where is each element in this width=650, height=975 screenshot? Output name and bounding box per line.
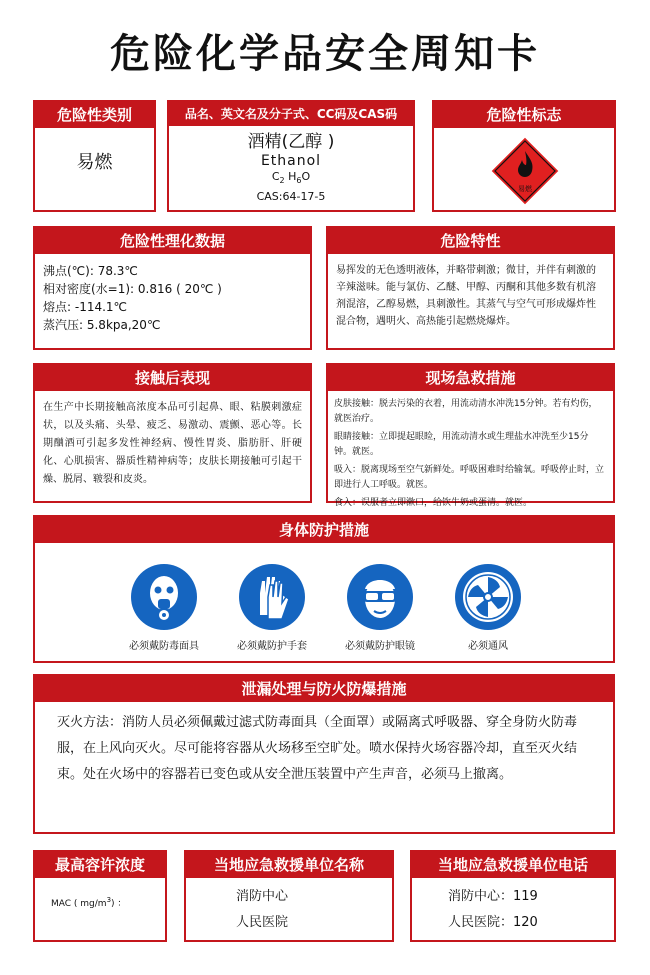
spill-fire-text: 灭火方法：消防人员必须佩戴过滤式防毒面具（全面罩）或隔离式呼吸器、穿全身防火防毒服，在上风向灭火。尽可能将容器从火场移至空旷处。喷水保持火场容器冷却，直至灭火结束。处在火场中的容器若已变色或从安全泄压装置中产生声音，必须马上撤离。 — [57, 715, 578, 782]
contact-symptoms-header: 接触后表现 — [35, 365, 310, 391]
gloves-label: 必须戴防护手套 — [237, 641, 307, 652]
gas-mask-label: 必须戴防毒面具 — [129, 641, 199, 652]
contact-symptoms-text: 在生产中长期接触高浓度本品可引起鼻、眼、粘膜刺激症状，以及头痛、头晕、疲乏、易激动、震颤、恶心等。长期酗酒可引起多发性神经病、慢性胃炎、脂肪肝、肝硬化、心肌损害、器质性精神病等；皮肤长期接触可引起干燥、脱屑、皲裂和皮炎。 — [43, 402, 302, 485]
rescue-phone-panel — [410, 850, 616, 942]
ventilation-label: 必须通风 — [468, 641, 508, 652]
rescue-phone-header: 当地应急救援单位电话 — [412, 852, 614, 878]
gloves-item — [217, 563, 327, 652]
goggles-label: 必须戴防护眼镜 — [345, 641, 415, 652]
molecular-formula: $C_2$ $H_6O$ — [271, 170, 311, 186]
spill-fire-header: 泄漏处理与防火防爆措施 — [35, 676, 613, 702]
page-title: 危险化学品安全周知卡 — [110, 31, 540, 77]
goggles-icon — [346, 563, 414, 631]
svg-text:易燃: 易燃 — [518, 185, 532, 193]
first-aid-ingestion: 食入：误服者立即漱口，给饮牛奶或蛋清。就医。 — [334, 498, 533, 508]
mac-header: 最高容许浓度 — [35, 852, 165, 878]
physchem-data-panel — [33, 226, 312, 350]
protection-panel — [33, 515, 615, 663]
rescue-phone-fire-center: 消防中心：119 — [448, 889, 538, 904]
hazard-properties-header: 危险特性 — [328, 228, 613, 254]
flammable-diamond-icon — [489, 135, 561, 207]
mac-panel — [33, 850, 167, 942]
rescue-unit-header: 当地应急救援单位名称 — [186, 852, 392, 878]
vapor-pressure: 蒸汽压: 5.8kpa,20℃ — [43, 318, 161, 332]
rescue-phone-hospital: 人民医院：120 — [448, 915, 538, 930]
gas-mask-item — [109, 563, 219, 652]
first-aid-panel — [326, 363, 615, 508]
gloves-icon — [238, 563, 306, 631]
goggles-item — [325, 563, 435, 652]
rescue-unit-hospital: 人民医院 — [236, 915, 289, 930]
physchem-header: 危险性理化数据 — [35, 228, 310, 254]
product-name-panel — [167, 100, 415, 212]
first-aid-header: 现场急救措施 — [328, 365, 613, 391]
cas-number: CAS:64-17-5 — [256, 190, 326, 204]
first-aid-inhalation: 吸入：脱离现场至空气新鲜处。呼吸困难时给输氧。呼吸停止时，立即进行人工呼吸。就医。 — [334, 465, 605, 490]
hazard-properties-text: 易挥发的无色透明液体，并略带刺激；微甘，并伴有刺激的辛辣滋味。能与氯仿、乙醚、甲醇、丙酮和其他多数有机溶剂混溶，乙醇易燃，具刺激性。其蒸气与空气可形成爆炸性混合物，遇明火、高热能引起燃烧爆炸。 — [336, 265, 596, 327]
ventilation-item — [433, 563, 543, 652]
hazard-properties-panel — [326, 226, 615, 350]
melting-point: 熔点: -114.1℃ — [43, 300, 128, 314]
product-name-header: 品名、英文名及分子式、CC码及CAS码 — [169, 102, 413, 126]
hazard-category-panel — [33, 100, 156, 212]
rescue-unit-fire-center: 消防中心 — [236, 889, 289, 904]
ventilation-icon — [454, 563, 522, 631]
product-name-cn: 酒精(乙醇 ) — [247, 132, 335, 152]
contact-symptoms-panel — [33, 363, 312, 503]
spill-fire-panel — [33, 674, 615, 834]
rescue-unit-panel — [184, 850, 394, 942]
gas-mask-icon — [130, 563, 198, 631]
boiling-point: 沸点(℃): 78.3℃ — [43, 264, 138, 278]
protection-header: 身体防护措施 — [35, 517, 613, 543]
mac-label: MAC ( $mg/m^3$) ： — [51, 896, 127, 909]
product-name-en: Ethanol — [260, 153, 322, 169]
hazard-sign-panel — [432, 100, 616, 212]
hazard-category-value: 易燃 — [76, 152, 113, 173]
hazard-sign-header: 危险性标志 — [434, 102, 614, 128]
relative-density: 相对密度(水=1): 0.816 ( 20℃ ) — [43, 282, 222, 296]
first-aid-eyes: 眼睛接触：立即提起眼睑，用流动清水或生理盐水冲洗至少15分钟。就医。 — [334, 432, 589, 457]
first-aid-skin: 皮肤接触：脱去污染的衣着，用流动清水冲洗15分钟。若有灼伤，就医治疗。 — [334, 399, 598, 424]
hazard-category-header: 危险性类别 — [35, 102, 154, 128]
